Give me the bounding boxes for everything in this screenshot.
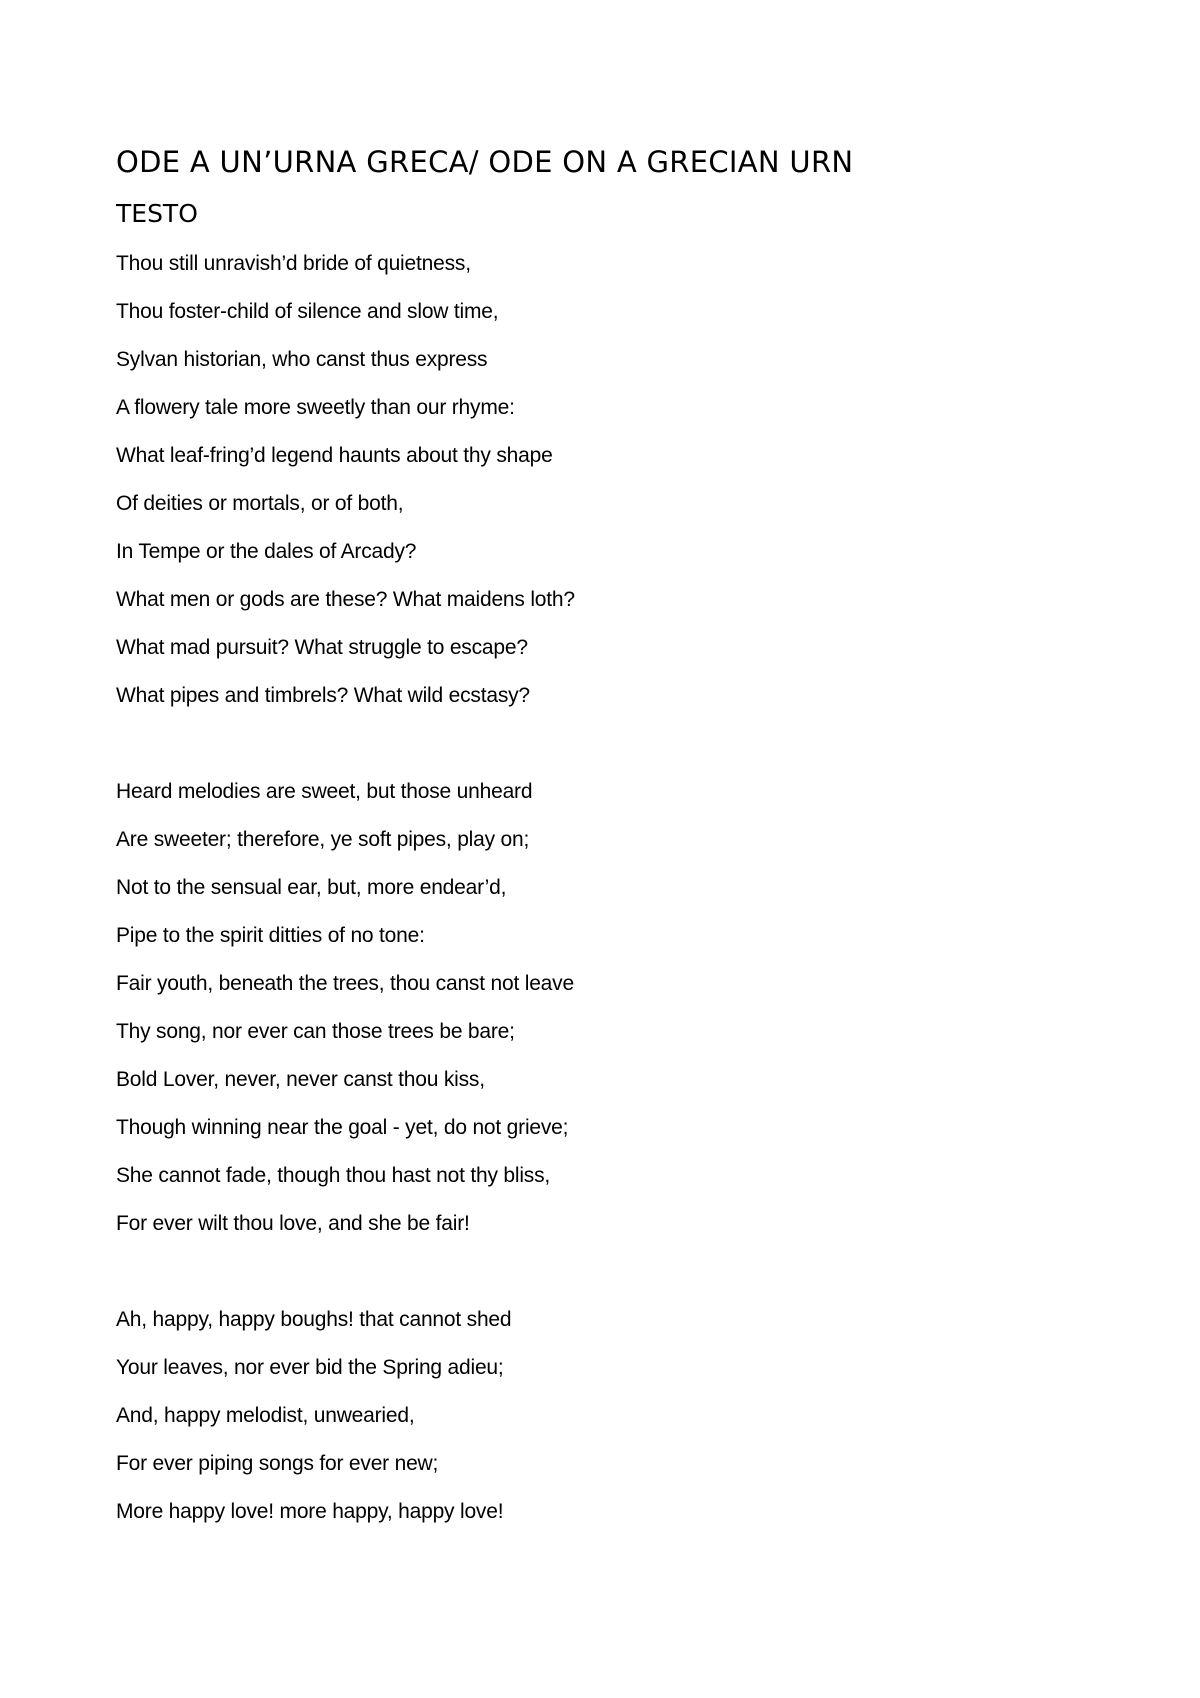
document-body: [116, 140, 1116, 1536]
verse-line: For ever piping songs for ever new;: [116, 1452, 439, 1475]
verse-line: Heard melodies are sweet, but those unheard: [116, 780, 533, 803]
verse-line: What pipes and timbrels? What wild ecstasy?: [116, 684, 530, 707]
stanza-2: [116, 768, 1116, 1248]
verse-line: Sylvan historian, who canst thus express: [116, 348, 488, 371]
section-heading: TESTO: [116, 199, 198, 228]
verse-line: Fair youth, beneath the trees, thou canst not leave: [116, 972, 574, 995]
verse-line: Pipe to the spirit ditties of no tone:: [116, 924, 425, 947]
stanza-3: [116, 1296, 1116, 1536]
verse-line: Are sweeter; therefore, ye soft pipes, play on;: [116, 828, 530, 851]
verse-line: What leaf-fring’d legend haunts about thy shape: [116, 444, 553, 467]
verse-line: Thou foster-child of silence and slow time,: [116, 300, 499, 323]
verse-line: Not to the sensual ear, but, more endear’d,: [116, 876, 507, 899]
verse-line: She cannot fade, though thou hast not thy bliss,: [116, 1164, 551, 1187]
verse-line: Of deities or mortals, or of both,: [116, 492, 404, 515]
verse-line: In Tempe or the dales of Arcady?: [116, 540, 417, 563]
verse-line: Though winning near the goal - yet, do not grieve;: [116, 1116, 569, 1139]
verse-line: What mad pursuit? What struggle to escape?: [116, 636, 528, 659]
verse-line: Bold Lover, never, never canst thou kiss,: [116, 1068, 485, 1091]
verse-line: Ah, happy, happy boughs! that cannot shed: [116, 1308, 512, 1331]
verse-line: Thy song, nor ever can those trees be bare;: [116, 1020, 515, 1043]
verse-line: For ever wilt thou love, and she be fair!: [116, 1212, 470, 1235]
verse-line: Thou still unravish’d bride of quietness,: [116, 252, 471, 275]
verse-line: What men or gods are these? What maidens loth?: [116, 588, 575, 611]
verse-line: And, happy melodist, unwearied,: [116, 1404, 415, 1427]
verse-line: A flowery tale more sweetly than our rhyme:: [116, 396, 515, 419]
verse-line: Your leaves, nor ever bid the Spring adieu;: [116, 1356, 504, 1379]
poem-title: ODE A UN’URNA GRECA/ ODE ON A GRECIAN URN: [116, 145, 854, 179]
stanza-1: [116, 240, 1116, 720]
verse-line: More happy love! more happy, happy love!: [116, 1500, 504, 1523]
